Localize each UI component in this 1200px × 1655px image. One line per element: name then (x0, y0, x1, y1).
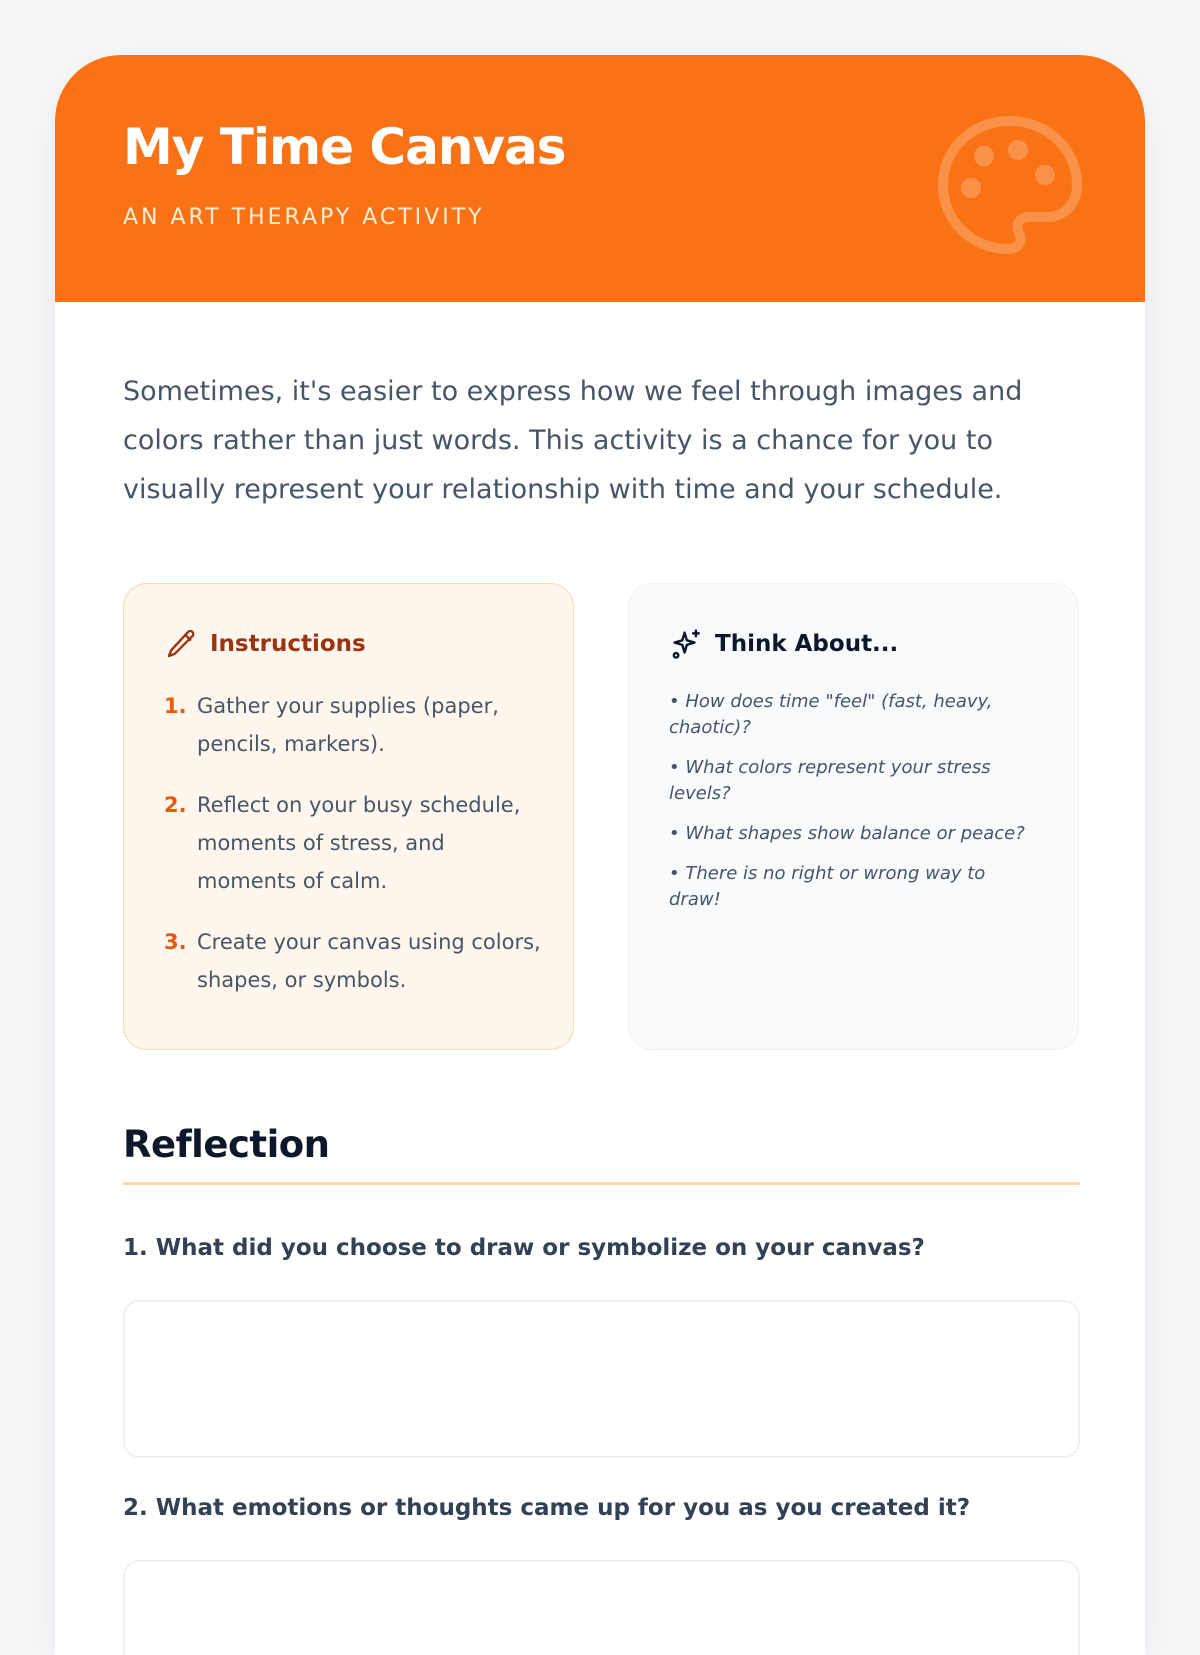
reflection-answer-1[interactable] (123, 1300, 1080, 1458)
page-subtitle: AN ART THERAPY ACTIVITY (123, 205, 485, 230)
instructions-title: Instructions (210, 631, 366, 657)
reflection-answer-2[interactable] (123, 1560, 1080, 1655)
step-number: 1. (164, 694, 187, 718)
header-banner (55, 55, 1145, 302)
section-divider (123, 1182, 1080, 1185)
reflection-heading: Reflection (123, 1123, 330, 1166)
step-number: 2. (164, 793, 187, 817)
instructions-panel (123, 583, 574, 1050)
think-about-item: • What colors represent your stress levels? (669, 757, 991, 804)
step-text: Create your canvas using colors, shapes, or symbols. (197, 930, 541, 992)
instructions-list (164, 687, 544, 1022)
page-title: My Time Canvas (123, 118, 566, 176)
think-about-item: • How does time "feel" (fast, heavy, chaotic)? (669, 691, 993, 738)
think-about-list (669, 689, 1039, 927)
instructions-header (164, 626, 366, 662)
step-number: 3. (164, 930, 187, 954)
think-about-item: • There is no right or wrong way to draw! (669, 863, 986, 910)
worksheet-card (55, 55, 1145, 1655)
palette-icon (935, 113, 1085, 263)
pencil-icon (164, 627, 198, 661)
instruction-step (164, 923, 544, 999)
reflection-question-2: 2. What emotions or thoughts came up for you as you created it? (123, 1495, 971, 1521)
instruction-step (164, 687, 544, 763)
think-about-panel (628, 583, 1079, 1050)
reflection-question-1: 1. What did you choose to draw or symbolize on your canvas? (123, 1235, 925, 1261)
think-about-item: • What shapes show balance or peace? (669, 823, 1025, 844)
intro-paragraph: Sometimes, it's easier to express how we feel through images and colors rather than just words. This activity is a chance for you to visually represent your relationship with time and your schedule. (123, 376, 1023, 505)
step-text: Gather your supplies (paper, pencils, markers). (197, 694, 499, 756)
sparkles-icon (669, 627, 703, 661)
think-about-header (669, 626, 898, 662)
instruction-step (164, 786, 544, 900)
think-about-title: Think About... (715, 631, 899, 657)
step-text: Reflect on your busy schedule, moments of stress, and moments of calm. (197, 793, 521, 893)
